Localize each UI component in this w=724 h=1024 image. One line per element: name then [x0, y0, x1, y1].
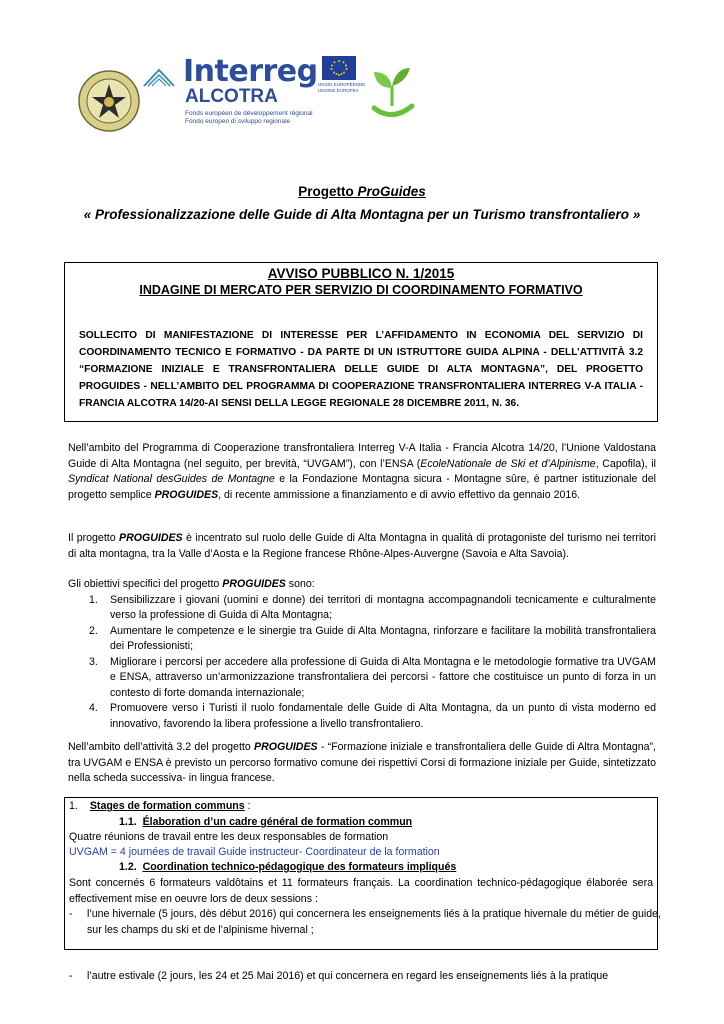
objectives-text-c: sono: [285, 578, 315, 590]
scheda-s11-blue: UVGAM = 4 journées de travail Guide instructeur- Coordinateur de la formation [69, 846, 440, 858]
subsection-number: 1.1. [119, 816, 137, 828]
scheda-s11-text: Quatre réunions de travail entre les deux responsables de formation [69, 831, 389, 843]
list-item-number: 3. [89, 655, 98, 668]
dash-mark: - [69, 970, 73, 982]
paragraph-intro [68, 441, 656, 503]
fonds-it: Fondo europeo di sviluppo regionale [185, 118, 291, 125]
project-title-prefix: Progetto [298, 184, 358, 199]
paragraph-activity [68, 740, 656, 787]
intro-snmg-name: Syndicat National desGuides de Montagne [68, 473, 275, 485]
notice-subheading: INDAGINE DI MERCATO PER SERVIZIO DI COORDINAMENTO FORMATIVO [139, 283, 583, 297]
section-title: Stages de formation communs [89, 800, 245, 812]
dash-text: l’une hivernale (5 jours, dès début 2016) qui concernera les enseignements liés à la pratique hivernale du métier de guide, sur les champs du ski et de l’alpinisme hivernal ; [87, 908, 661, 936]
intro-text-c: , Capofila), il [595, 457, 656, 470]
intro-text-a: Nell’ambito del Programma di Cooperazione transfrontaliera Interreg V-A Italia - Francia Alcotra 14/20, l’Unione Valdostana Guide di Alta Montagna (nel seguito, per brevità, “UVGAM”), con l’ENSA ( [68, 442, 656, 470]
scheda-dash-item-1 [69, 907, 661, 938]
paragraph-focus [68, 531, 656, 562]
subsection-title: Coordination technico-pédagogique des formateurs impliqués [142, 861, 457, 873]
list-item-text: Sensibilizzare i giovani (uomini e donne) dei territori di montagna accompagnandoli tecnicamente e culturalmente verso la professione di Guida di Alta Montagna; [110, 593, 656, 621]
project-title [0, 184, 724, 199]
section-number: 1. [69, 800, 78, 812]
intro-proguides: PROGUIDES [154, 488, 219, 501]
dash-mark: - [69, 908, 73, 920]
focus-proguides: PROGUIDES [119, 532, 183, 544]
section-colon: : [244, 800, 251, 812]
alcotra-wordmark: ALCOTRA [185, 86, 278, 107]
scheda-dash-item-2 [69, 969, 661, 985]
plant-logo-icon [362, 62, 422, 122]
list-item-text: Migliorare i percorsi per accedere alla professione di Guida di Alta Montagna e le metodologie formative tra UVGAM e ENSA, attraverso un’armonizzazione transfrontaliera dei percorsi - fattore che costituisce un punto di forza in un contesto di forte domanda internazionale; [110, 655, 656, 699]
list-item [68, 593, 656, 624]
fonds-fr: Fonds européen de développement régional [185, 110, 313, 117]
activity-text-a: Nell’ambito dell’attività 3.2 del progetto [68, 741, 254, 753]
scheda-section-1-2 [69, 860, 653, 876]
notice-text: SOLLECITO DI MANIFESTAZIONE DI INTERESSE PER L’AFFIDAMENTO IN ECONOMIA DEL SERVIZIO DI COORDINAMENTO TECNICO E FORMATIVO - DA PARTE DI UN ISTRUTTORE GUIDA ALPINA - DELL’ATTIVITÀ 3.2 “FORMAZIONE INIZIALE E TRANSFRONTALIERA DELLE GUIDE DI ALTA MONTAGNA”, DEL PROGETTO PROGUIDES - NELL’AMBITO DEL PROGRAMMA DI COOPERAZIONE TRANSFRONTALIERA INTERREG V-A ITALIA - FRANCIA ALCOTRA 14/20-AI SENSI DELLA LEGGE REGIONALE 28 DICEMBRE 2011, N. 36. [79, 330, 643, 409]
project-title-name: ProGuides [357, 184, 426, 199]
scheda-box [64, 797, 661, 982]
list-item-number: 1. [89, 593, 98, 606]
header-logos [78, 52, 438, 132]
paragraph-objectives [68, 577, 656, 732]
list-item [68, 701, 656, 732]
guides-association-seal-icon [78, 70, 140, 132]
focus-text-c: è incentrato sul ruolo delle Guide di Alta Montagna in qualità di protagoniste del turismo nei territori di alta montagna, tra la Valle d’Aosta e la Regione francese Rhône-Alpes-Auvergne (Savoia e Alta Savoia). [68, 532, 657, 560]
objectives-proguides: PROGUIDES [222, 578, 286, 590]
activity-text-c: - “Formazione iniziale e transfrontaliera delle Guide di Altra Montagna”, tra UVGAM e ENSA è previsto un percorso formativo comune dei rispettivi Corsi di formazione iniziale per Guide, sintetizzato nella scheda successiva- in lingua francese. [68, 741, 656, 784]
activity-proguides: PROGUIDES [254, 741, 318, 753]
objectives-lead [68, 577, 656, 593]
list-item-number: 4. [89, 702, 98, 714]
objectives-list [68, 593, 656, 733]
notice-heading: AVVISO PUBBLICO N. 1/2015 [267, 266, 455, 281]
list-item-number: 2. [89, 624, 98, 637]
subsection-number: 1.2. [119, 861, 137, 873]
focus-text-a: Il progetto [68, 532, 120, 544]
eu-flag-icon [322, 56, 356, 80]
project-subtitle: « Professionalizzazione delle Guide di Alta Montagna per un Turismo transfrontaliero » [83, 207, 641, 222]
eu-label: UNION EUROPÉENNE UNIONE EUROPEA [318, 82, 366, 93]
scheda-s12-text: Sont concernés 6 formateurs valdôtains et 11 formateurs français. La coordination technico-pédagogique élaborée sera effectivement mise en oeuvre lors de deux sessions : [69, 877, 653, 905]
dash-text: l’autre estivale (2 jours, les 24 et 25 Mai 2016) et qui concernera en regard les enseignements liés à la pratique [87, 970, 609, 982]
subsection-title: Élaboration d’un cadre général de formation commun [142, 816, 413, 828]
interreg-wordmark: Interreg [183, 54, 318, 89]
notice-box [64, 262, 658, 422]
intro-ensa-name: EcoleNationale de Ski et d’Alpinisme [420, 457, 596, 470]
fonds-label [185, 110, 313, 126]
scheda-section-1 [69, 799, 653, 815]
intro-text-e: e la Fondazione Montagna sicura - Montagne sûre, è partner istituzionale del progetto semplice [68, 473, 656, 501]
objectives-text-a: Gli obiettivi specifici del progetto [68, 578, 223, 590]
mountain-logo-icon [142, 66, 176, 90]
list-item-text: Aumentare le competenze e le sinergie tra Guide di Alta Montagna, rinforzare e facilitare la mobilità transfrontaliera dei Professionisti; [110, 624, 656, 652]
list-item [68, 655, 656, 702]
intro-text-g: , di recente ammissione a finanziamento e di avvio effettivo da gennaio 2016. [218, 488, 581, 501]
list-item-text: Promuovere verso i Turisti il ruolo fondamentale delle Guide di Alta Montagna, da un punto di vista moderno ed innovativo, favorendo la libera professione a livello transfrontaliero. [110, 702, 656, 730]
scheda-section-1-1 [69, 815, 653, 831]
list-item [68, 624, 656, 655]
